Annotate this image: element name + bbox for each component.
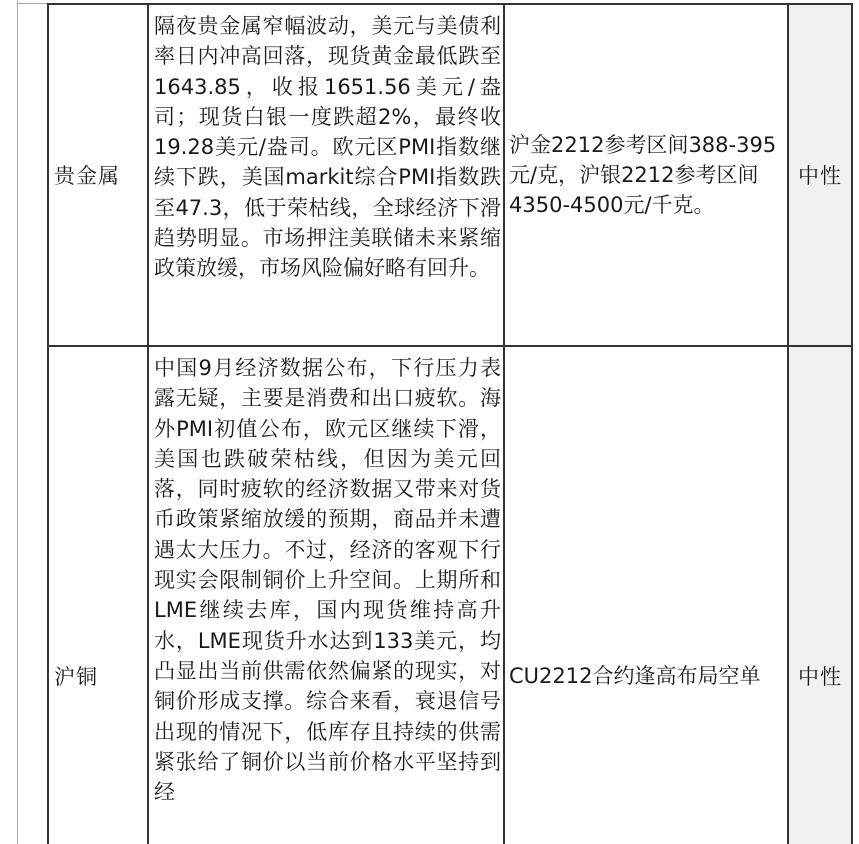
- strategy-text: CU2212合约逢高布局空单: [509, 664, 761, 688]
- strategy-text: 沪金2212参考区间388-395元/克，沪银2212参考区间4350-4500元/千克。: [509, 133, 777, 217]
- rating-badge: 中性: [798, 665, 842, 689]
- strategy-cell: [503, 5, 787, 345]
- rating-cell: [787, 5, 851, 345]
- strategy-table: [47, 3, 853, 844]
- cutoff-column-left-border: [17, 0, 18, 844]
- analysis-text: 中国9月经济数据公布，下行压力表露无疑，主要是消费和出口疲软。海外PMI初值公布，欧元区继续下滑，美国也跌破荣枯线，但因为美元回落，同时疲软的经济数据又带来对货币政策紧缩放缓的预期，商品并未遭遇太大压力。不过，经济的客观下行现实会限制铜价上升空间。上期所和LME继续去库，国内现货维持高升水，LME现货升水达到133美元，均凸显出当前供需依然偏紧的现实，对铜价形成支撑。综合来看，衰退信号出现的情况下，低库存且持续的供需紧张给了铜价以当前价格水平坚持到经: [154, 356, 501, 805]
- strategy-cell: [503, 345, 787, 844]
- analysis-cell: [147, 5, 503, 345]
- category-cell: [49, 345, 147, 844]
- category-label: 贵金属: [54, 164, 120, 188]
- category-label: 沪铜: [54, 665, 98, 689]
- category-cell: [49, 5, 147, 345]
- cutoff-column-top-border: [17, 3, 47, 4]
- rating-cell: [787, 345, 851, 844]
- rating-badge: 中性: [798, 164, 842, 188]
- analysis-cell: [147, 345, 503, 844]
- analysis-text: 隔夜贵金属窄幅波动，美元与美债利率日内冲高回落，现货黄金最低跌至1643.85，收报1651.56美元/盎司；现货白银一度跌超2%，最终收19.28美元/盎司。欧元区PMI指数继续下跌，美国markit综合PMI指数跌至47.3，低于荣枯线，全球经济下滑趋势明显。市场押注美联储未来紧缩政策放缓，市场风险偏好略有回升。: [154, 14, 501, 281]
